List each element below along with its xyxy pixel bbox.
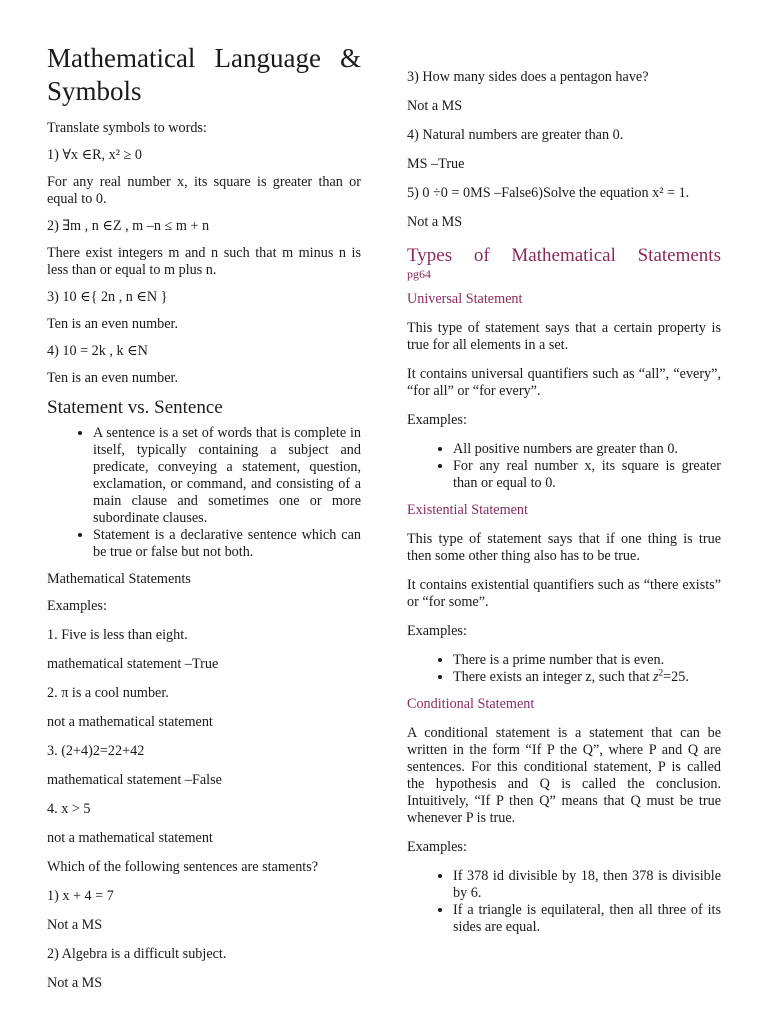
page-title: Mathematical Language & Symbols — [47, 43, 361, 106]
heading-word: Mathematical — [511, 245, 616, 266]
conditional-description: A conditional statement is a statement that can be written in the form “If P the Q”, where P and Q are sentences. For this conditional statement, P is called the hypothesis and Q is called the conclusion. Intuitively, “If P then Q” means that Q must be true whenever P is true. — [407, 725, 721, 826]
example-question: 4. x > 5 — [47, 801, 91, 817]
conditional-statement-heading: Conditional Statement — [407, 696, 535, 712]
examples-label: Examples: — [407, 839, 467, 855]
which-item: 2) Algebra is a difficult subject. — [47, 946, 227, 962]
existential-example — [453, 669, 721, 686]
existential-example: • There is a prime number that is even. — [453, 652, 721, 669]
examples-label: Examples: — [47, 598, 107, 614]
left-column — [47, 42, 361, 1004]
conditional-example: • If a triangle is equilateral, then all three of its sides are equal. — [453, 902, 721, 936]
universal-examples — [407, 441, 721, 492]
which-answer: Not a MS — [47, 917, 103, 933]
heading-word: Statements — [637, 245, 721, 266]
symbol-translation: For any real number x, its square is greater than or equal to 0. — [47, 174, 361, 207]
example-question: 3. (2+4)2=22+42 — [47, 743, 145, 759]
universal-example: • For any real number x, its square is greater than or equal to 0. — [453, 458, 721, 492]
heading-word: of — [473, 245, 490, 266]
exponent: 2 — [658, 667, 664, 678]
example-answer: not a mathematical statement — [47, 830, 213, 846]
math-statements-label: Mathematical Statements — [47, 571, 191, 587]
symbol-expression: 4) 10 = 2k , k ∈N — [47, 343, 148, 359]
which-item: 3) How many sides does a pentagon have? — [407, 69, 649, 85]
examples-label: Examples: — [407, 623, 467, 639]
page-reference: pg64 — [407, 267, 431, 281]
universal-quantifiers: It contains universal quantifiers such as “all”, “every”, “for all” or “for every”. — [407, 366, 721, 399]
definition-bullet: • Statement is a declarative sentence which can be true or false but not both. — [93, 527, 361, 561]
existential-statement-heading: Existential Statement — [407, 502, 528, 518]
existential-quantifiers: It contains existential quantifiers such as “there exists” or “for some”. — [407, 577, 721, 610]
symbol-expression: 1) ∀x ∈R, x² ≥ 0 — [47, 147, 142, 163]
existential-description: This type of statement says that if one thing is true then some other thing also has to be true. — [407, 531, 721, 564]
example-answer: mathematical statement –False — [47, 772, 222, 788]
examples-label: Examples: — [407, 412, 467, 428]
which-answer: Not a MS — [407, 98, 463, 114]
which-item: 4) Natural numbers are greater than 0. — [407, 127, 624, 143]
symbol-translation: Ten is an even number. — [47, 316, 178, 332]
symbol-expression: 2) ∃m , n ∈Z , m –n ≤ m + n — [47, 218, 210, 234]
which-answer: MS –True — [407, 156, 465, 172]
example-answer: mathematical statement –True — [47, 656, 219, 672]
which-question: Which of the following sentences are staments? — [47, 859, 319, 875]
symbol-expression: 3) 10 ∈{ 2n , n ∈N } — [47, 289, 168, 305]
symbol-translation: Ten is an even number. — [47, 370, 178, 386]
which-answer: Not a MS — [407, 214, 463, 230]
universal-description: This type of statement says that a certain property is true for all elements in a set. — [407, 320, 721, 353]
types-of-statements-heading — [407, 245, 721, 267]
statement-vs-sentence-heading: Statement vs. Sentence — [47, 397, 223, 418]
which-item: 1) x + 4 = 7 — [47, 888, 114, 904]
example-text: =25. — [663, 669, 689, 685]
heading-word: Types — [407, 245, 453, 266]
conditional-example: • If 378 id divisible by 18, then 378 is divisible by 6. — [453, 868, 721, 902]
definition-bullet: • A sentence is a set of words that is complete in itself, typically containing a subject and predicate, conveying a statement, question, exclamation, or command, and consisting of a main clause and sometimes one or more subordinate clauses. — [93, 425, 361, 527]
existential-examples — [407, 652, 721, 686]
which-answer: Not a MS — [47, 975, 103, 991]
which-item: 5) 0 ÷0 = 0MS –False6)Solve the equation x² = 1. — [407, 185, 690, 201]
example-answer: not a mathematical statement — [47, 714, 213, 730]
right-column — [407, 69, 721, 946]
example-text: There exists an integer z, such that — [453, 669, 654, 685]
universal-example: • All positive numbers are greater than 0. — [453, 441, 721, 458]
symbol-translation: There exist integers m and n such that m minus n is less than or equal to m plus n. — [47, 245, 361, 278]
example-question: 2. π is a cool number. — [47, 685, 169, 701]
conditional-examples — [407, 868, 721, 936]
variable-z: z — [653, 669, 659, 685]
translate-intro: Translate symbols to words: — [47, 120, 207, 136]
definition-list — [47, 425, 361, 561]
universal-statement-heading: Universal Statement — [407, 291, 523, 307]
example-question: 1. Five is less than eight. — [47, 627, 188, 643]
